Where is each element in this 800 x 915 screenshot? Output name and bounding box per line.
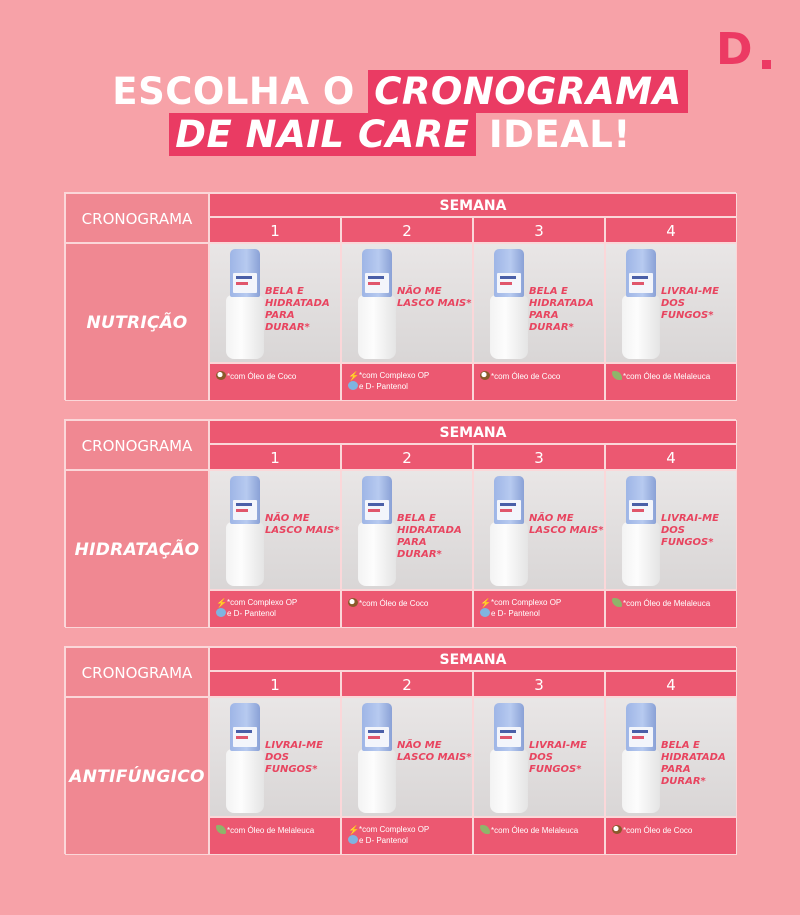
nail-polish-bottle-icon	[494, 703, 524, 815]
schedule-table	[64, 646, 736, 854]
ingredient-text: *com Óleo de Melaleuca	[491, 826, 579, 835]
cronograma-header: CRONOGRAMA	[65, 420, 209, 470]
product-cell	[605, 697, 737, 817]
melaleuca-leaf-icon	[612, 371, 622, 380]
product-name: NÃO ME LASCO MAIS*	[397, 740, 472, 763]
ingredient-note	[209, 363, 341, 401]
ingredient-note	[341, 817, 473, 855]
nail-polish-bottle-icon	[362, 703, 392, 815]
ingredient-note	[209, 817, 341, 855]
droplet-icon	[348, 835, 358, 844]
week-number: 2	[341, 217, 473, 243]
lightning-icon: ⚡	[348, 371, 360, 381]
coconut-icon	[216, 371, 226, 380]
week-number: 1	[209, 217, 341, 243]
product-cell	[341, 243, 473, 363]
week-number: 3	[473, 217, 605, 243]
coconut-icon	[612, 825, 622, 834]
product-name: NÃO ME LASCO MAIS*	[265, 513, 340, 536]
ingredient-note	[473, 363, 605, 401]
semana-header: SEMANA	[209, 420, 737, 444]
headline-line-2	[0, 113, 800, 156]
routine-label: HIDRATAÇÃO	[65, 470, 209, 628]
cronograma-header: CRONOGRAMA	[65, 647, 209, 697]
droplet-icon	[480, 608, 490, 617]
nail-polish-bottle-icon	[362, 476, 392, 588]
product-cell	[473, 697, 605, 817]
headline-highlight-2: DE NAIL CARE	[169, 113, 475, 156]
ingredient-text: *com Óleo de Melaleuca	[227, 826, 315, 835]
week-number: 4	[605, 217, 737, 243]
ingredient-text: *com Óleo de Coco	[359, 599, 429, 608]
product-name: NÃO ME LASCO MAIS*	[397, 286, 472, 309]
lightning-icon: ⚡	[216, 598, 228, 608]
ingredient-line-2	[216, 608, 336, 619]
melaleuca-leaf-icon	[480, 825, 490, 834]
product-cell	[473, 470, 605, 590]
ingredient-note	[605, 817, 737, 855]
schedule-table	[64, 419, 736, 627]
nail-polish-bottle-icon	[230, 249, 260, 361]
nail-polish-bottle-icon	[230, 703, 260, 815]
headline-text-plain-1: ESCOLHA O	[112, 70, 355, 113]
headline-text-plain-2: IDEAL!	[488, 113, 631, 156]
schedule-table	[64, 192, 736, 400]
ingredient-note	[473, 590, 605, 628]
lightning-icon: ⚡	[480, 598, 492, 608]
page-headline	[0, 70, 800, 156]
nail-polish-bottle-icon	[626, 249, 656, 361]
ingredient-text: *com Complexo OP	[359, 371, 430, 380]
week-number: 2	[341, 671, 473, 697]
ingredient-text: e D- Pantenol	[227, 609, 276, 618]
ingredient-text: *com Óleo de Melaleuca	[623, 599, 711, 608]
week-number: 4	[605, 671, 737, 697]
ingredient-note	[341, 363, 473, 401]
nail-polish-bottle-icon	[626, 703, 656, 815]
product-name: NÃO ME LASCO MAIS*	[529, 513, 604, 536]
cronograma-header: CRONOGRAMA	[65, 193, 209, 243]
coconut-icon	[348, 598, 358, 607]
ingredient-note	[605, 363, 737, 401]
ingredient-text: *com Óleo de Coco	[227, 372, 297, 381]
nail-polish-bottle-icon	[494, 249, 524, 361]
ingredient-note	[209, 590, 341, 628]
semana-header: SEMANA	[209, 647, 737, 671]
product-cell	[473, 243, 605, 363]
ingredient-text: *com Óleo de Coco	[491, 372, 561, 381]
product-cell	[605, 243, 737, 363]
product-cell	[605, 470, 737, 590]
ingredient-text: *com Complexo OP	[227, 598, 298, 607]
routine-label: ANTIFÚNGICO	[65, 697, 209, 855]
product-name: LIVRAI-ME DOS FUNGOS*	[661, 286, 719, 321]
droplet-icon	[348, 381, 358, 390]
headline-highlight-1: CRONOGRAMA	[368, 70, 687, 113]
ingredient-note	[341, 590, 473, 628]
ingredient-text: e D- Pantenol	[491, 609, 540, 618]
week-number: 4	[605, 444, 737, 470]
week-number: 3	[473, 444, 605, 470]
ingredient-text: *com Óleo de Melaleuca	[623, 372, 711, 381]
ingredient-line-2	[348, 835, 468, 846]
headline-line-1	[0, 70, 800, 113]
ingredient-text: e D- Pantenol	[359, 382, 408, 391]
product-cell	[341, 470, 473, 590]
ingredient-line-2	[348, 381, 468, 392]
droplet-icon	[216, 608, 226, 617]
week-number: 1	[209, 671, 341, 697]
ingredient-text: *com Complexo OP	[491, 598, 562, 607]
coconut-icon	[480, 371, 490, 380]
product-cell	[209, 470, 341, 590]
product-name: BELA E HIDRATADA PARA DURAR*	[265, 286, 330, 333]
product-cell	[209, 697, 341, 817]
brand-logo-dot	[762, 60, 771, 69]
nail-polish-bottle-icon	[362, 249, 392, 361]
ingredient-text: *com Óleo de Coco	[623, 826, 693, 835]
week-number: 2	[341, 444, 473, 470]
product-name: LIVRAI-ME DOS FUNGOS*	[265, 740, 323, 775]
nail-polish-bottle-icon	[626, 476, 656, 588]
brand-logo-letter: D	[716, 24, 753, 75]
semana-header: SEMANA	[209, 193, 737, 217]
product-name: BELA E HIDRATADA PARA DURAR*	[397, 513, 462, 560]
nail-polish-bottle-icon	[494, 476, 524, 588]
product-name: BELA E HIDRATADA PARA DURAR*	[661, 740, 726, 787]
brand-logo	[716, 24, 776, 75]
ingredient-line-2	[480, 608, 600, 619]
ingredient-text: *com Complexo OP	[359, 825, 430, 834]
product-name: LIVRAI-ME DOS FUNGOS*	[529, 740, 587, 775]
ingredient-note	[605, 590, 737, 628]
melaleuca-leaf-icon	[216, 825, 226, 834]
routine-label: NUTRIÇÃO	[65, 243, 209, 401]
product-cell	[209, 243, 341, 363]
melaleuca-leaf-icon	[612, 598, 622, 607]
product-name: BELA E HIDRATADA PARA DURAR*	[529, 286, 594, 333]
product-cell	[341, 697, 473, 817]
week-number: 3	[473, 671, 605, 697]
nail-polish-bottle-icon	[230, 476, 260, 588]
week-number: 1	[209, 444, 341, 470]
lightning-icon: ⚡	[348, 825, 360, 835]
ingredient-note	[473, 817, 605, 855]
product-name: LIVRAI-ME DOS FUNGOS*	[661, 513, 719, 548]
ingredient-text: e D- Pantenol	[359, 836, 408, 845]
